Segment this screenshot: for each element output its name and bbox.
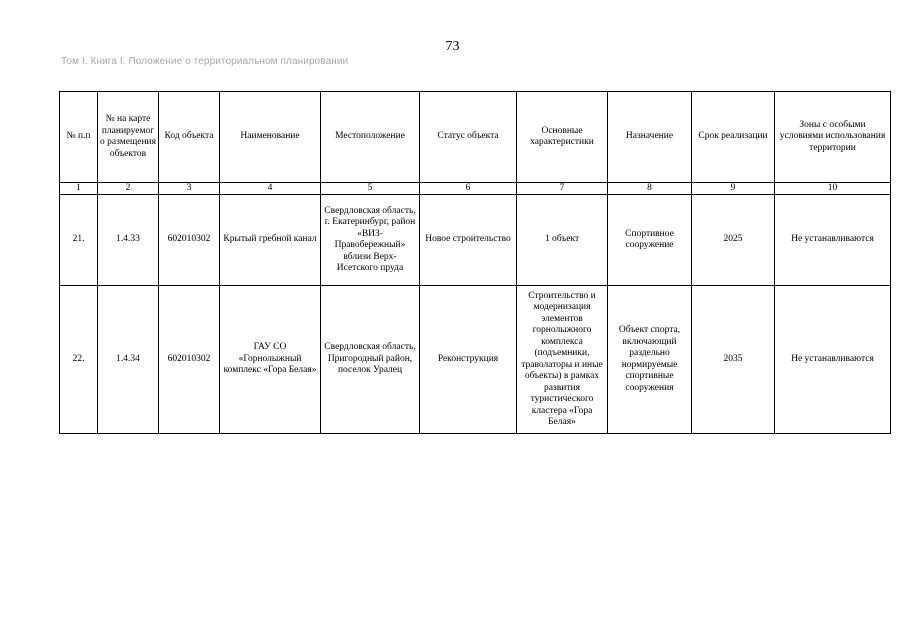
cell-name: Крытый гребной канал: [220, 195, 321, 286]
header-cell-characteristics: Основные характеристики: [517, 92, 608, 183]
cell-term: 2035: [692, 286, 775, 434]
cell-location: Свердловская область, г. Екатеринбург, район «ВИЗ-Правобережный» вблизи Верх-Исетского пруда: [321, 195, 420, 286]
cell-status: Новое строительство: [420, 195, 517, 286]
table-header-row: [60, 92, 891, 183]
column-number: 5: [321, 183, 420, 195]
cell-location: Свердловская область, Пригородный район, поселок Уралец: [321, 286, 420, 434]
cell-map-number: 1.4.34: [98, 286, 159, 434]
page-number: 73: [445, 39, 460, 54]
column-number: 8: [608, 183, 692, 195]
cell-number: 22.: [60, 286, 98, 434]
cell-zones: Не устанавливаются: [775, 286, 891, 434]
column-number-row: [60, 183, 891, 195]
header-cell-object-code: Код объекта: [159, 92, 220, 183]
cell-object-code: 602010302: [159, 195, 220, 286]
header-cell-number: № п.п: [60, 92, 98, 183]
cell-number: 21.: [60, 195, 98, 286]
header-cell-name: Наименование: [220, 92, 321, 183]
cell-zones: Не устанавливаются: [775, 195, 891, 286]
header-cell-purpose: Назначение: [608, 92, 692, 183]
header-cell-status: Статус объекта: [420, 92, 517, 183]
table-row: [60, 195, 891, 286]
column-number: 6: [420, 183, 517, 195]
cell-map-number: 1.4.33: [98, 195, 159, 286]
cell-name: ГАУ СО «Горнолыжный комплекс «Гора Белая»: [220, 286, 321, 434]
header-cell-term: Срок реализации: [692, 92, 775, 183]
cell-purpose: Объект спорта, включающий раздельно нормируемые спортивные сооружения: [608, 286, 692, 434]
cell-object-code: 602010302: [159, 286, 220, 434]
cell-term: 2025: [692, 195, 775, 286]
cell-status: Реконструкция: [420, 286, 517, 434]
table-row: [60, 286, 891, 434]
column-number: 4: [220, 183, 321, 195]
cell-characteristics: 1 объект: [517, 195, 608, 286]
column-number: 3: [159, 183, 220, 195]
column-number: 2: [98, 183, 159, 195]
cell-purpose: Спортивное сооружение: [608, 195, 692, 286]
header-cell-zones: Зоны с особыми условиями использования территории: [775, 92, 891, 183]
header-cell-map-number: № на карте планируемого размещения объектов: [98, 92, 159, 183]
column-number: 1: [60, 183, 98, 195]
column-number: 10: [775, 183, 891, 195]
column-number: 7: [517, 183, 608, 195]
cell-characteristics: Строительство и модернизация элементов горнолыжного комплекса (подъемники, траволаторы и иные объекты) в рамках развития туристического кластера «Гора Белая»: [517, 286, 608, 434]
running-header: Том I. Книга I. Положение о территориальном планировании: [61, 56, 349, 67]
header-cell-location: Местоположение: [321, 92, 420, 183]
objects-table: [59, 91, 891, 434]
column-number: 9: [692, 183, 775, 195]
